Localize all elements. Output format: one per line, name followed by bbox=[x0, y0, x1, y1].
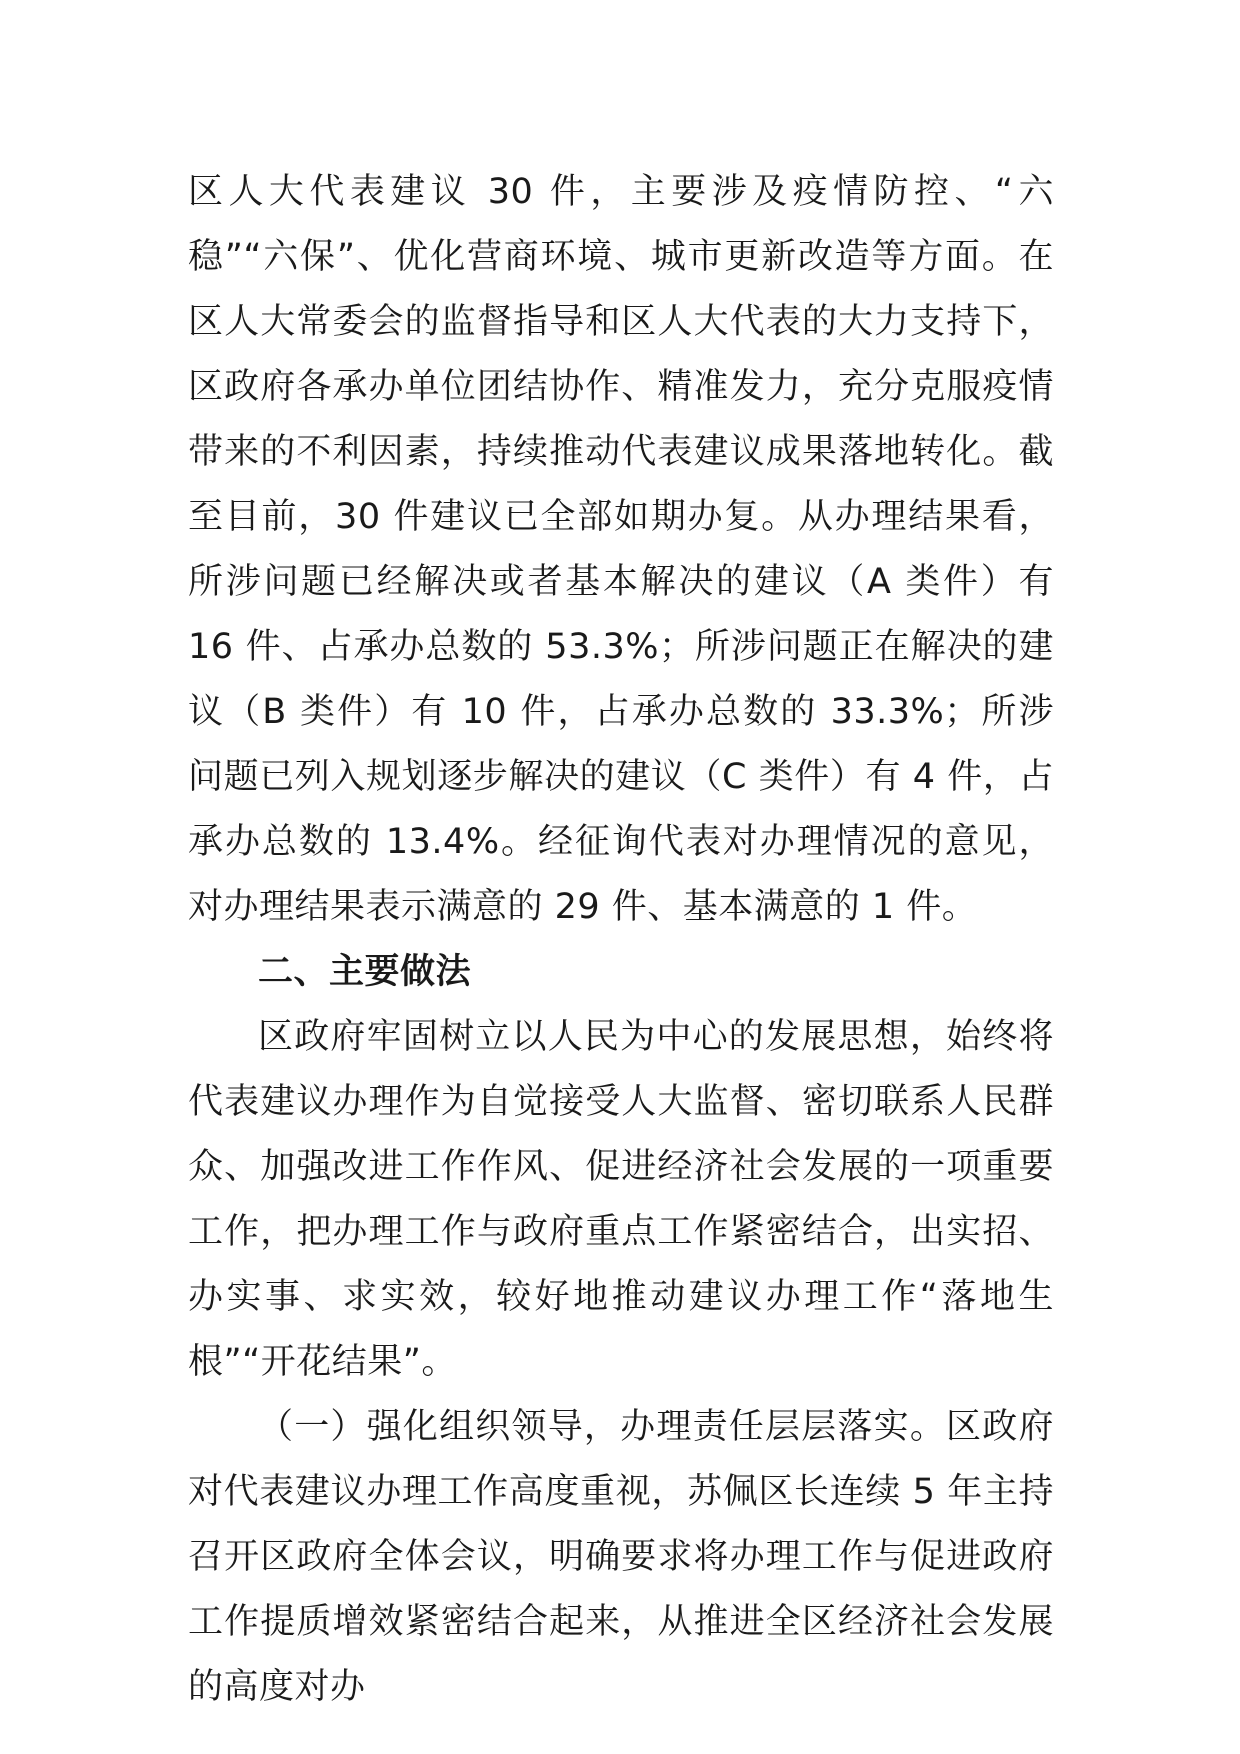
section-heading-main-practices: 二、主要做法 bbox=[258, 952, 472, 992]
paragraph-organizational-leadership: （一）强化组织领导，办理责任层层落实。区政府对代表建议办理工作高度重视，苏佩区长连续 5 年主持召开区政府全体会议，明确要求将办理工作与促进政府工作提质增效紧密结合起来，从推进全区经济社会发展的高度对办 bbox=[188, 1407, 1054, 1707]
document-body bbox=[188, 160, 1054, 1720]
paragraph-main-practices: 区政府牢固树立以人民为中心的发展思想，始终将代表建议办理作为自觉接受人大监督、密切联系人民群众、加强改进工作作风、促进经济社会发展的一项重要工作，把办理工作与政府重点工作紧密结合，出实招、办实事、求实效，较好地推动建议办理工作“落地生根”“开花结果”。 bbox=[188, 1017, 1054, 1382]
paragraph-results-summary: 区人大代表建议 30 件，主要涉及疫情防控、“六稳”“六保”、优化营商环境、城市更新改造等方面。在区人大常委会的监督指导和区人大代表的大力支持下，区政府各承办单位团结协作、精准发力，充分克服疫情带来的不利因素，持续推动代表建议成果落地转化。截至目前，30 件建议已全部如期办复。从办理结果看，所涉问题已经解决或者基本解决的建议（A 类件）有 16 件、占承办总数的 53.3%；所涉问题正在解决的建议（B 类件）有 10 件，占承办总数的 33.3%；所涉问题已列入规划逐步解决的建议（C 类件）有 4 件，占承办总数的 13.4%。经征询代表对办理情况的意见，对办理结果表示满意的 29 件、基本满意的 1 件。 bbox=[188, 172, 1054, 927]
